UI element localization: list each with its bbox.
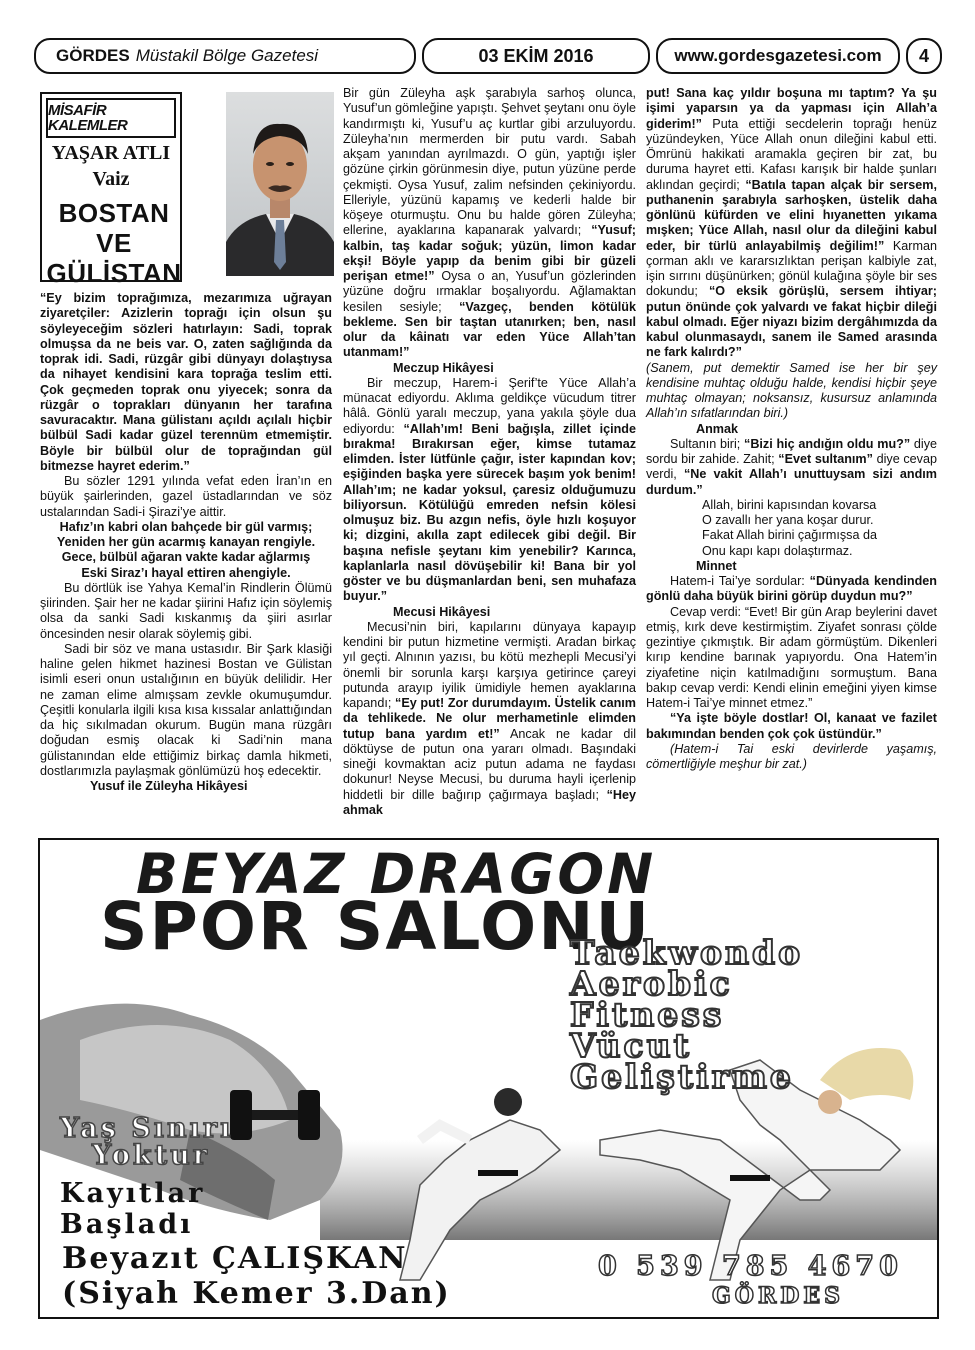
bold-quote: “Ey put! Zor durumdayım. Üstelik canım da tehlikede. Ne olur merhametinle elimden tutup bana yardım et!” — [343, 696, 636, 741]
text-run: Hatem-i Tai’ye sordular: — [670, 574, 810, 588]
paragraph: “Ya işte böyle dostlar! Ol, kanaat ve fazilet bakımından benden çok çok üstündür.” — [646, 711, 937, 741]
paragraph: Yeniden her gün acarmış kanayan rengiyle. — [56, 535, 316, 549]
registration-line: Başladı — [60, 1209, 194, 1240]
author-name: YAŞAR ATLI — [51, 142, 171, 164]
title-line: BOSTAN — [58, 198, 170, 228]
discipline-item: Geliştirme — [570, 1057, 794, 1096]
paragraph: Bu dörtlük ise Yahya Kemal’in Rindlerin Ölümü şiirinden. Şair her ne kadar şiirini Hafız için söylemiş olsa da sanki Sadi kıskanmış da şiiri asırlar öncesinden nesir olarak söylemiş gibi. — [40, 580, 332, 641]
bold-quote: “Batıla tapan alçak bir sersem, puthanenin şarabıyla sarhoşken, üstelik daha gönlünü küfürden ve elini hıyanetten yıkama mışken; Yüce Allah, nasıl olur da dileğini kabul eder, bir türlü anlayabilmiş değilim!” — [646, 177, 937, 253]
article-masthead — [40, 86, 332, 291]
text-run: Mecusi’nin biri, kapılarını dünyaya kapayıp kendini bir putun hizmetine vermişti. Aradan birkaç yıl geçti. Alnının yazısı, bu kötü mezhepli Mecusi’yi önemli bir sorunla karşı karşıya getirince çareyi putunda arayıp iyilik ümidiyle hemen ayaklarına kapandı; — [343, 619, 636, 710]
article-body-1 — [40, 291, 332, 794]
bold-quote: “Vazgeç, benden kötülük bekleme. Sen bir taştan utanırken; ben, nasıl olur da kâinatı var eden Yüce Allah’tan utanmam!” — [343, 299, 636, 360]
author-photo — [226, 92, 334, 276]
author-role: Vaiz — [92, 168, 130, 190]
discipline-item: Taekwondo — [570, 933, 804, 972]
bold-quote: “O eksik görüşlü, sersem ihtiyar; putun önünde çok yalvardı ve fakat hiçbir dileği kabul olmadı. Eğer niyazı bizim dergâhımızda da kabul olunmasaydı, sanem ile Samed arasında ne fark kalırdı?” — [646, 284, 937, 360]
article-body-2 — [343, 86, 636, 818]
paragraph: (Sanem, put demektir Samed ise her bir şey kendisine muhtaç olduğu halde, kendisi hiçbir şeye muhtaç olmayan; noksansız, kusursuz anlamında Allah’ın sıfatlarından biri.) — [646, 360, 937, 421]
gym-name-line2: SPOR SALONU — [100, 888, 652, 965]
discipline-item: Aerobic — [570, 964, 733, 1003]
paragraph: Sadi bir söz ve mana ustasıdır. Bir Şark klasiği haline gelen hikmet hazinesi Bostan ve Gülistan isimli eseri onun ustalığının en büyük delilidir. Her ne zaman elime almışsam zevkle okumuşumdur. Çeşitli konularla ilgili kısa kısa kıssalar anlattığından da hiç sıkılmadan okurum. Bugün mana rüzgârı doğudan esmiş olacak ki Sadi’nin mana gülistanından elde ettiğimiz birkaç damla hikmeti, dostlarımızla paylaşmak gönlümüzü hoş edecektir. — [40, 641, 332, 778]
paragraph: Cevap verdi: “Evet! Bir gün Arap beylerini davet etmiş, kırk deve kestirmiştim. Ziyafet sonrası çölde gezintiye çıkmıştık. Bir adam görmüştüm. Dikenleri kırıp kendine barınak yapıyordu. Ona Hatem’in ziyafetine niçin katılmadığını sormuştum. Bana bakıp cevap verdi: Kendi elinin emeğini yiyen kimse Hatem-i Tai’ye minnet etmez.” — [646, 604, 937, 710]
paragraph: Eski Siraz’ı hayal ettiren ahengiyle. — [81, 565, 291, 580]
title-line: VE — [96, 228, 132, 258]
issue-date: 03 EKİM 2016 — [422, 38, 650, 74]
text-run: Karman çorman aklı ve kararsızlıktan perişan kalbiyle zat, işin sırrını düşünürken; gönül kulağına şöyle bir ses dokundu; — [646, 238, 937, 299]
bold-quote: “Hey ahmak — [343, 787, 636, 817]
age-limit-line: Yoktur — [92, 1140, 210, 1171]
paragraph: O zavallı her yana koşar durur. — [702, 513, 874, 527]
paragraph — [343, 620, 636, 818]
instructor-name: Beyazıt ÇALIŞKAN — [62, 1241, 408, 1276]
text-run: Puta ettiği secdelerin toprağı henüz yüzündeyken, Yüce Allah onun dileğini kabul etti. Ömrünü hakikati aramakla geçiren bir zat, bu duruma hayret etti. Kafası karışık bir halde şunları aklından geçirdi; — [646, 116, 937, 192]
registration-line: Kayıtlar — [60, 1178, 206, 1209]
page-header — [34, 38, 942, 78]
bold-quote: “Allah’ım! Beni bağışla, zillet içinde bırakma! Bırakırsan eğer, kimse tutamaz elimden. İster lütfünle çağır, ister kapından kov; eşiğinden başka yere sürecek başım yok benim! Allah’ım; ne kadar yoksul, çaresiz olduğumuzu biliyorsun. Kötülüğü emreden nefsin kölesi olmuşuz biz. Bu azgın nefis, öyle hızlı koşuyor ki; dizgini, akılla zapt edilecek gibi değil. Bir başına nefisle şeytanı kim yenebilir? Karınca, kaplanlarla nasıl dövüşebilir ki! Bana bir yol göster ve bu düşmanlardan beni, sen muhafaza buyur.” — [343, 421, 636, 604]
subheading: Anmak — [696, 421, 738, 436]
bold-quote: put! Sana kaç yıldır boşuna mı taptım? Ya şu işimi yaparsın ya da yapması için Allah’a giderim!” — [646, 86, 937, 131]
text-run: Bir meczup, Harem-i Şerif’te Yüce Allah’a münacat ediyordu. Aklıma geldikçe vücudum titrer hâlâ. Gönlü yaralı meczup, yana yakıla şöyle dua ediyordu: — [343, 375, 636, 436]
newspaper-name: GÖRDES — [56, 46, 130, 65]
text-run: diye sordu bir zahide. Zahit; — [646, 436, 937, 466]
paragraph: Allah, birini kapısından kovarsa — [702, 497, 877, 512]
text-run: Oysa o an, Yusuf’un gözlerinden yüzüne doğru ırmaklar boşalıyordu. Ağlamaktan kesilen sesiyle; — [343, 269, 636, 314]
website-link[interactable]: www.gordesgazetesi.com — [656, 38, 900, 74]
text-run: diye cevap verdi, — [646, 452, 937, 482]
article-body-3 — [646, 86, 937, 772]
article-column-1 — [40, 86, 332, 794]
paragraph: Onu kapı kapı dolaştırmaz. — [702, 543, 853, 558]
phone-number[interactable]: 0 539 785 4670 — [598, 1251, 903, 1282]
subheading: Meczup Hikâyesi — [393, 360, 494, 375]
text-run: Bir gün Züleyha aşk şarabıyla sarhoş olunca, Yusuf’un gömleğine yapıştı. Şehvet şeytanı onu öyle kandırmıştı ki, Yusuf’u aç kurtlar gibi arzuluyordu. Züleyha’nın mermerden bir putu vardı. Sabah akşam yanından ayrılmazdı. O gün, yaptığı işler gözüne çirkin görünmesin diye, putun yüzüne perde çekmişti. Oysa Yusuf, zalim nefsinden çekiniyordu. Elleriyle, yüzünü kapamış ve kederli halde bir köşeye oturmuştu. Onu bu halde gören Züleyha; ellerine, ayaklarına kapanarak yalvardı; — [343, 86, 636, 238]
section-label: MİSAFİR KALEMLER — [46, 98, 176, 138]
page-number: 4 — [906, 38, 942, 74]
bold-quote: “Ne vakit Allah’ı unuttuysam sizi andım durdum.” — [646, 467, 937, 497]
paragraph — [646, 574, 937, 605]
paragraph — [646, 86, 937, 361]
instructor-rank: (Siyah Kemer 3.Dan) — [62, 1276, 451, 1311]
discipline-item: Vücut — [570, 1026, 692, 1065]
paragraph: Gece, bülbül ağaran vakte kadar ağlarmış — [61, 550, 311, 565]
gym-name-line1: BEYAZ DRAGON — [136, 842, 657, 906]
bold-quote: “Bizi hiç andığın oldu mu?” — [744, 436, 911, 451]
age-limit-line: Yaş Sınırı — [60, 1113, 234, 1144]
text-run: Ancak ne kadar dil döktüyse de putun ona yararı olmadı. Başındaki sineği kovmaktan aciz putun adama ne faydası dokunur! Neyse Mecusi, bu duruma hayli içerlenip hiddetli bir dille bağırıp çağırmaya başladı; — [343, 726, 636, 802]
bold-quote: “Yusuf; kalbin, taş kadar soğuk; yüzün, limon kadar ekşi! Böyle yapıp da benim gibi bir güzeli perişan etme!” — [343, 223, 636, 283]
article-column-2 — [343, 86, 636, 818]
subheading: Yusuf ile Züleyha Hikâyesi — [90, 779, 248, 793]
gym-advertisement — [38, 838, 939, 1319]
paragraph — [343, 376, 636, 605]
text-run: Sultanın biri; — [670, 436, 745, 451]
title-line: GÜLİSTAN — [46, 258, 182, 288]
masthead-banner — [34, 38, 416, 74]
paragraph: (Hatem-i Tai eski devirlerde yaşamış, cömertliğiyle meşhur bir zat.) — [646, 741, 937, 771]
paragraph: “Ey bizim toprağımıza, mezarımıza uğrayan ziyaretçiler: Azizlerin toprağı için olsun şu söyleyeceğim sözleri hatırlayın: Sadi, toprak olmuşsa da ne beis var. O, zaten sağlığında da toprak idi. Sadi, rüzgâr gibi dünyayı dolaştıysa da nihayet kendisini kara toprağa teslim etti. Çok geçmeden toprak onu yiyecek; sonra da rüzgâr o toprakları dünyanın her tarafına savuracaktır. Mana gülistanı açıldı açılalı hiçbir bülbül Sadi kadar güzel terennüm etmemiştir. Böyle bir bülbül olur de toprağından gül bitmezse hayret ederim.” — [40, 291, 332, 473]
gym-city: GÖRDES — [712, 1283, 844, 1309]
bold-quote: “Dünyada kendinden gönlü daha büyük birini görüp duydun mu?” — [646, 574, 937, 604]
article-column-3 — [646, 86, 937, 772]
paragraph — [646, 437, 937, 498]
paragraph — [343, 86, 636, 361]
paragraph: Bu sözler 1291 yılında vefat eden İran’ın en büyük şairlerinden, gazel üstadlarından ve söz ustalarından Sadi-i Şirazi’ye aittir. — [40, 474, 332, 519]
paragraph: Hafız’ın kabri olan bahçede bir gül varmış; — [59, 519, 313, 534]
subheading: Minnet — [696, 558, 737, 573]
article-title — [40, 198, 188, 288]
bold-quote: “Evet sultanım” — [778, 452, 873, 466]
discipline-item: Fitness — [570, 995, 725, 1034]
newspaper-tagline: Müstakil Bölge Gazetesi — [135, 46, 319, 65]
paragraph: Fakat Allah birini çağırmışsa da — [702, 528, 877, 543]
subheading: Mecusi Hikâyesi — [393, 604, 491, 619]
